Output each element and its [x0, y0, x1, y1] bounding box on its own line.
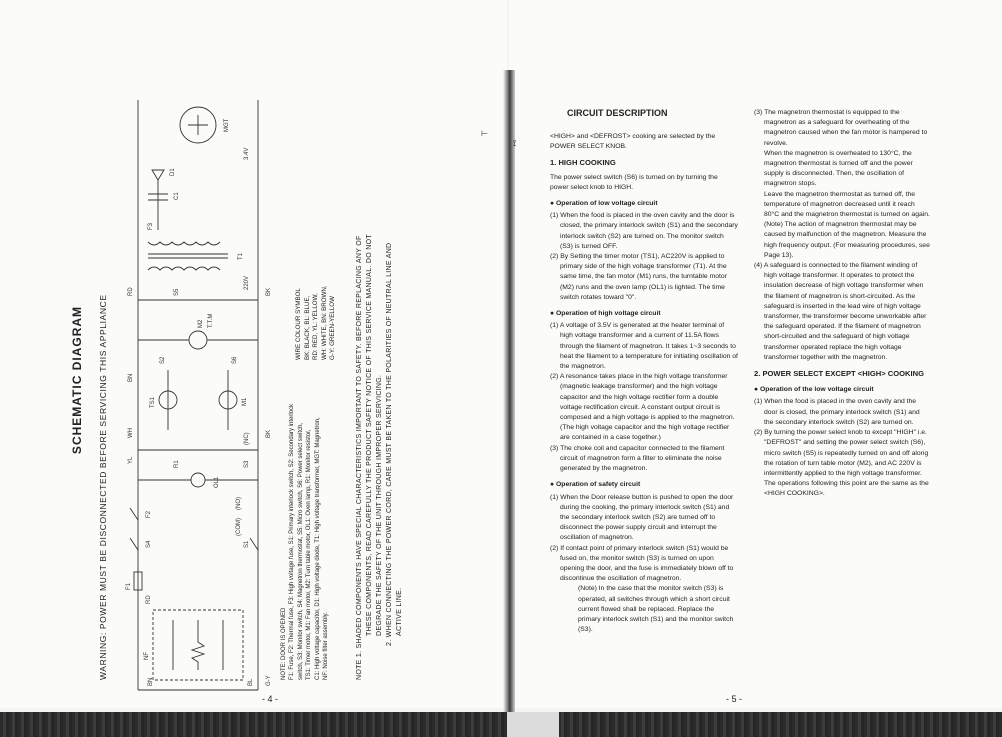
label-m2: M2	[198, 319, 204, 328]
schematic-notes	[280, 404, 330, 680]
label-gy: G-Y	[266, 675, 272, 686]
list-item: (1) When the food is placed in the oven cavity and the door is closed, the primary interlock switch (S1) and the secondary interlock switch (S2) are turned on.	[754, 398, 920, 426]
intro-text: <HIGH> and <DEFROST> cooking are selected by the POWER SELECT KNOB.	[550, 133, 716, 151]
label-rd2: RD	[128, 287, 134, 296]
list-item: (2) A resonance takes place in the high voltage transformer (magnetic leakage transformer) and the high voltage capacitor and the high voltage rectifier form a double voltage rectification circuit. A constant output circuit is composed and a high voltage is applied to the magnetron. (The high voltage capacitor and the high voltage rectifier are contained in a case together.)	[550, 373, 735, 442]
safety-note-line: DEGRADE THE SAFETY OF THE UNIT THROUGH IMPROPER SERVICING.	[376, 374, 383, 636]
label-nf: NF	[144, 652, 150, 660]
label-m1: M1	[242, 397, 248, 406]
subsection-heading: ● Operation of the low voltage circuit	[754, 386, 874, 394]
label-220v: 220V	[244, 275, 250, 290]
label-r1: R1	[174, 460, 180, 468]
legend-line: WH: WHITE, BN: BROWN,	[320, 285, 328, 360]
note-line: NF: Noise filter assembly.	[323, 612, 330, 680]
schematic-warning: WARNING: POWER MUST BE DISCONNECTED BEFORE SERVICING THIS APPLIANCE	[98, 294, 108, 680]
subsection-heading: ● Operation of high voltage circuit	[550, 310, 661, 318]
section-heading: 1. HIGH COOKING	[550, 158, 616, 168]
transformer-primary	[148, 267, 220, 270]
label-bn: BN	[148, 677, 154, 686]
wire-colour-legend	[295, 285, 338, 360]
label-s2: S2	[160, 356, 166, 364]
safety-note-line: ACTIVE LINE.	[396, 587, 403, 636]
list-item: (3) The magnetron thermostat is equipped to the magnetron as a safeguard for overheating of the magnetron caused when the fan motor is hampered to revolve.	[754, 109, 928, 147]
label-s5: S5	[174, 288, 180, 296]
label-f1: F1	[126, 582, 132, 590]
label-d1: D1	[170, 168, 176, 176]
margin-tick: ⟟	[513, 138, 517, 148]
label-com: (COM)	[236, 518, 242, 536]
label-bk: BK	[266, 429, 272, 438]
label-f3: F3	[148, 222, 154, 230]
list-item: (2) By Setting the timer motor (TS1), AC220V is applied to primary side of the high voltage transformer (T1). At the same time, the fan motor (M1) runs, the turntable motor (M2) runs and the oven lamp (OL1) is lighted. The time switch rotates toward "0".	[550, 253, 727, 301]
subsection-heading: ● Operation of safety circuit	[550, 481, 641, 489]
label-s4: S4	[146, 540, 152, 548]
note-line: F1: Fuse, F2: Thermal fuse, F3: High voltage fuse, S1: Primary interlock switch, S2: Secondary interlock	[289, 404, 296, 680]
list-item: (2) By turning the power select knob to except "HIGH" i.e. "DEFROST" and setting the power select switch (S6), micro switch (S5) is repeatedly turned on and off along the rotation of turn table motor (M2), and AC 220V is intermittently applied to the high voltage transformer.	[754, 429, 929, 477]
page-title: CIRCUIT DESCRIPTION	[567, 108, 668, 118]
legend-line: BK: BLACK, BL: BLUE,	[303, 295, 311, 360]
schematic-diagram	[118, 60, 278, 700]
safety-note-line: 2. WHEN CONNECTING THE POWER CORD, CARE MUST BE TAKEN TO THE POLARITIES OF NEUTRAL LINE AND	[386, 242, 393, 646]
safety-notes	[355, 80, 405, 680]
paragraph: When the magnetron is overheated to 130°C, the magnetron thermostat is turned off and the power supply is disconnected. Then, the oscillation of magnetron stops.	[764, 149, 913, 188]
description-column-1	[550, 132, 738, 635]
diode-d1	[152, 170, 164, 180]
note-text: (Note) In the case that the monitor switch (S3) is operated, all switches through which a short circuit current flowed shall be replaced. Replace the primary interlock switch (S1) and the monitor switch (S3).	[578, 585, 734, 634]
label-3-4v: 3.4V	[244, 147, 250, 160]
left-page-number: - 4 -	[262, 694, 279, 704]
note-line: TS1: Timer motor, M1: Fan motor, M2: Turn table motor, OL1: Oven lamp, R1: Monitor resistor,	[306, 429, 313, 680]
paragraph: Leave the magnetron thermostat as turned off, the temperature of magnetron decreased until it reach 80°C and the magnetron thermostat is turned on again.	[764, 190, 930, 219]
label-f2: F2	[146, 510, 152, 518]
label-rd: RD	[146, 595, 152, 604]
label-wh: WH	[128, 428, 134, 438]
safety-note-line: NOTE 1. SHADED COMPONENTS HAVE SPECIAL CHARACTERISTICS IMPORTANT TO SAFETY. BEFORE REPLACING ANY OF	[356, 235, 363, 680]
right-page-number: - 5 -	[726, 694, 743, 704]
list-item: (3) The choke coil and capacitor connected to the filament circuit of magnetron form a filter to eliminate the noise generated by the magnetron.	[550, 444, 725, 473]
label-t1: T1	[238, 252, 244, 260]
label-c1: C1	[174, 192, 180, 200]
label-s3: S3	[244, 460, 250, 468]
legend-line: WIRE COLOUR SYMBOL	[295, 288, 302, 360]
list-item: (1) A voltage of 3.5V is generated at the heater terminal of high voltage transformer and a current of 11.5A flows through the filament of magnetron. It takes 1~3 seconds to heat the filament to a temperature for initiating oscillation of the magnetron.	[550, 322, 738, 371]
label-ts1: TS1	[150, 396, 156, 408]
legend-line: RD: RED, YL: YELLOW,	[312, 293, 320, 360]
section-text: The power select switch (S6) is turned on by turning the power select knob to HIGH.	[550, 173, 718, 191]
note-text: (Note) The action of magnetron thermostat may be caused by malfunction of the magnetron. Measure the high frequency output. (For measuring procedures, see Page 13).	[764, 221, 930, 259]
list-item: (4) A safeguard is connected to the filament winding of high voltage transformer. It operates to protect the insulation decrease of high voltage transformer when the filament of magnetron is short-circuited. As the safeguard is inserted in the lead wire of high voltage transformer, the transformer become unworkable after the safeguard operated. If the filament of magnetron short-circuited and the safeguard of high voltage transformer operated replace the high voltage transformer together with the magnetron.	[754, 262, 927, 361]
list-item: (1) When the food is placed in the oven cavity and the door is closed, the primary interlock switch (S1) and the secondary interlock switch (S2) are turned on. The monitor switch (S3) is turned OFF.	[550, 212, 738, 250]
label-s1: S1	[244, 540, 250, 548]
legend-line: G-Y: GREEN-YELLOW	[329, 296, 337, 360]
schematic-title: SCHEMATIC DIAGRAM	[70, 305, 84, 455]
label-s6: S6	[232, 356, 238, 364]
label-ttm: T.T.M	[208, 313, 214, 328]
book-gutter	[503, 70, 515, 720]
label-nc: (NC)	[244, 432, 250, 445]
label-ol1: OL1	[214, 476, 220, 488]
subsection-heading: ● Operation of low voltage circuit	[550, 200, 658, 208]
note-line: switch, S3: Monitor switch, S4: Magnetron thermostat, S5: Micro switch, S6: Power select switch,	[297, 422, 304, 680]
oven-lamp-ol1	[191, 473, 205, 487]
label-bn2: BN	[128, 373, 134, 382]
label-no: (NO)	[236, 497, 242, 510]
scanner-edge-gap	[507, 712, 559, 737]
label-mgt: MGT	[224, 118, 230, 132]
label-bl: BL	[248, 678, 254, 686]
note-line: C1: High voltage capacitor, D1: High voltage diode, T1: High voltage transformer, MGT: Magnetron,	[314, 417, 321, 680]
list-item: (1) When the Door release button is pushed to open the door during the cooking, the primary interlock switch (S1) and the secondary interlock switch (S2) are turned off to disconnect the power supply circuit and interrupt the oscillation of magnetron.	[550, 493, 734, 542]
turntable-motor-m2	[189, 331, 207, 349]
label-bk2: BK	[266, 287, 272, 296]
closing-text: The operations following this point are the same as the <HIGH COOKING>.	[764, 480, 929, 498]
section-heading: 2. POWER SELECT EXCEPT <HIGH> COOKING	[754, 369, 925, 379]
transformer-secondary	[148, 242, 220, 245]
description-column-2	[754, 108, 930, 500]
safety-note-line: THESE COMPONENTS, READ CAREFULLY THE PRODUCT SAFETY NOTICE OF THIS SERVICE MANUAL. DO NOT	[366, 234, 373, 636]
list-item: (2) If contact point of primary interlock switch (S1) would be fused on, the monitor switch (S3) is turned on upon opening the door, and the fuse is immediately blown off to discontinue the oscillation of magnetron.	[550, 544, 734, 583]
margin-mark: ⊢	[481, 129, 488, 138]
scanner-edge-band	[0, 712, 1002, 737]
label-yl: YL	[128, 456, 134, 464]
note-line: NOTE: DOOR IS OPENED	[281, 607, 287, 680]
schematic-page-content	[40, 60, 480, 700]
